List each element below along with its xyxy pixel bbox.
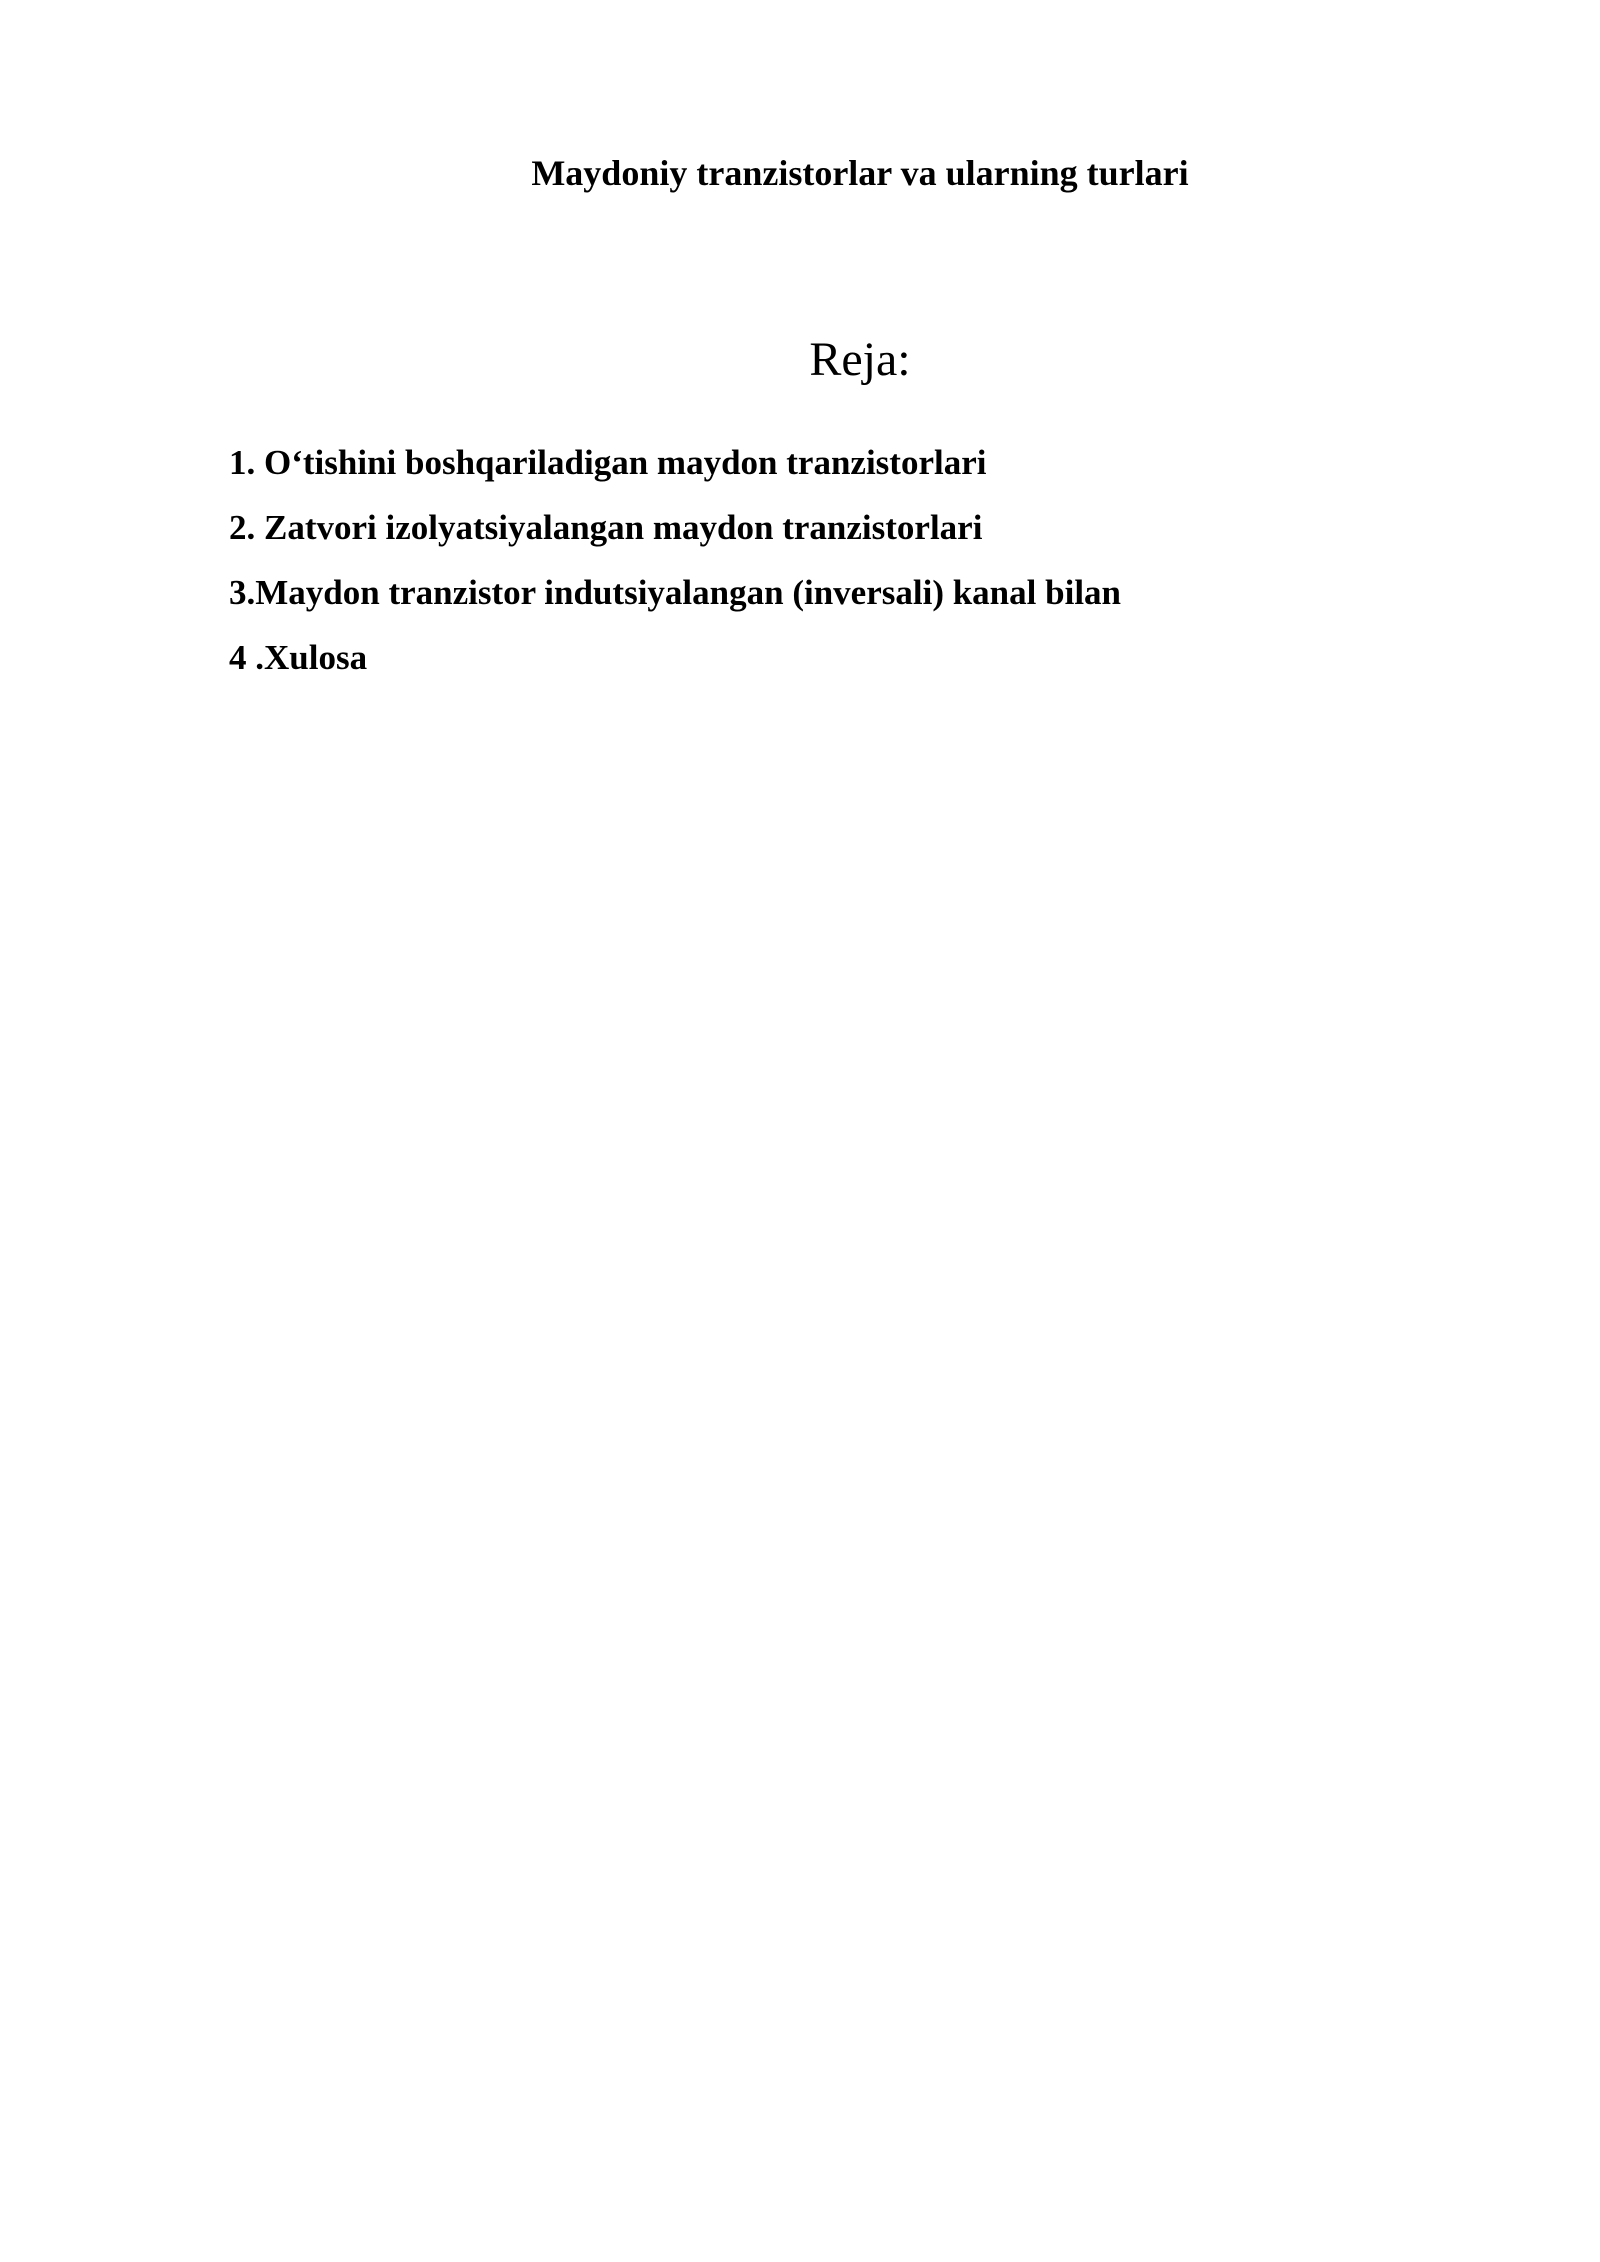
plan-item: 4 .Xulosa	[229, 638, 368, 677]
plan-item: 2. Zatvori izolyatsiyalangan maydon tranzistorlari	[229, 508, 983, 547]
document-title: Maydoniy tranzistorlar va ularning turlari	[531, 153, 1189, 193]
plan-heading: Reja:	[809, 333, 911, 386]
plan-item: 1. O‘tishini boshqariladigan maydon tranzistorlari	[229, 443, 987, 482]
plan-list	[229, 440, 1121, 700]
plan-item: 3.Maydon tranzistor indutsiyalangan (inversali) kanal bilan	[229, 573, 1122, 612]
